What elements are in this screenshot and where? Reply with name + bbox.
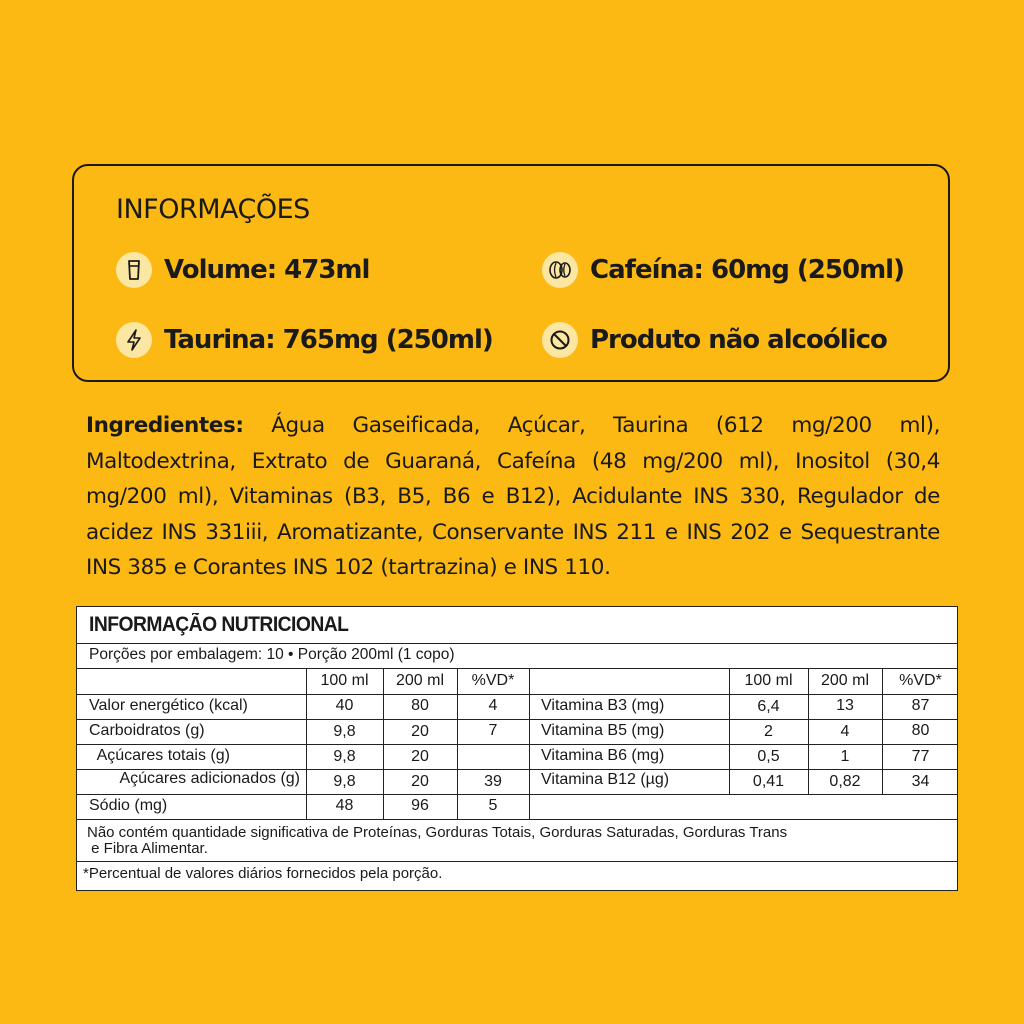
footnote-line: Não contém quantidade significativa de Proteínas, Gorduras Totais, Gorduras Saturadas, Gorduras Trans	[87, 824, 788, 841]
divider	[77, 694, 529, 695]
divider	[77, 861, 957, 862]
info-item-label: Volume: 473ml	[164, 255, 370, 285]
info-title: INFORMAÇÕES	[116, 194, 310, 225]
row-label: Sódio (mg)	[89, 797, 168, 814]
row-label: Carboidratos (g)	[89, 722, 205, 739]
info-item-label: Cafeína: 60mg (250ml)	[590, 255, 904, 285]
row-value-vd: 4	[488, 697, 498, 714]
info-item-volume	[116, 252, 369, 288]
row-value-200: 1	[840, 748, 850, 765]
nutrition-title: INFORMAÇÃO NUTRICIONAL	[89, 613, 349, 636]
nutrition-table	[76, 606, 958, 891]
divider	[77, 794, 529, 795]
row-label: Valor energético (kcal)	[89, 697, 248, 714]
row-value-100: 40	[335, 697, 354, 714]
ingredients-label: Ingredientes:	[86, 413, 244, 438]
row-value-200: 13	[836, 697, 854, 714]
row-value-200: 80	[411, 697, 429, 714]
col-header-100ml: 100 ml	[744, 672, 793, 689]
col-header-200ml: 200 ml	[820, 672, 870, 689]
divider	[77, 744, 957, 745]
row-label: Vitamina B3 (mg)	[541, 697, 665, 714]
info-item-taurine	[116, 322, 493, 358]
coffee-bean-icon	[542, 252, 578, 288]
row-value-vd: 77	[911, 748, 930, 765]
divider	[529, 668, 530, 819]
row-label: Açúcares totais (g)	[93, 747, 230, 764]
row-value-100: 9,8	[333, 773, 356, 790]
lightning-icon	[116, 322, 152, 358]
footnote-not-significant	[87, 825, 787, 857]
row-value-vd: 39	[484, 773, 502, 790]
info-item-caffeine	[542, 252, 904, 288]
row-value-100: 9,8	[333, 748, 356, 765]
row-value-200: 0,82	[829, 773, 861, 790]
row-label: Vitamina B6 (mg)	[541, 747, 665, 764]
no-alcohol-icon	[542, 322, 578, 358]
portions-text: Porções por embalagem: 10 • Porção 200ml (1 copo)	[89, 646, 455, 663]
footnote-vd: *Percentual de valores diários fornecidos pela porção.	[83, 865, 443, 882]
divider	[529, 694, 957, 695]
row-label: Açúcares adicionados (g)	[107, 770, 300, 787]
col-header-100ml: 100 ml	[320, 672, 369, 689]
row-value-100: 0,5	[757, 748, 780, 765]
row-value-200: 20	[411, 723, 429, 740]
info-item-non-alcoholic	[542, 322, 887, 358]
divider	[77, 643, 957, 644]
info-item-label: Produto não alcoólico	[590, 325, 887, 355]
col-header-200ml: 200 ml	[395, 672, 445, 689]
row-value-200: 96	[411, 797, 429, 814]
row-value-200: 4	[840, 723, 850, 740]
ingredients-text: Água Gaseificada, Açúcar, Taurina (612 mg/200 ml), Maltodextrina, Extrato de Guaraná, Cafeína (48 mg/200 ml), Inositol (30,4 mg/200 ml), Vitaminas (B3, B5, B6 e B12), Acidulante INS 330, Regulador de acidez INS 331iii, Aromatizante, Conservante INS 211 e INS 202 e Sequestrante INS 385 e Corantes INS 102 (tartrazina) e INS 110.	[86, 413, 941, 580]
row-value-100: 6,4	[757, 698, 780, 715]
col-header-vd: %VD*	[899, 672, 942, 689]
divider	[77, 819, 957, 820]
cup-icon	[116, 252, 152, 288]
divider	[529, 794, 957, 795]
ingredients-paragraph	[86, 408, 940, 586]
divider	[77, 719, 957, 720]
row-value-100: 0,41	[752, 773, 785, 790]
info-card	[72, 164, 950, 382]
col-header-vd: %VD*	[471, 672, 515, 689]
row-value-vd: 34	[911, 773, 930, 790]
row-value-vd: 87	[911, 697, 930, 714]
row-value-200: 20	[411, 773, 429, 790]
row-value-100: 9,8	[333, 723, 356, 740]
row-value-100: 48	[335, 797, 354, 814]
row-value-100: 2	[764, 723, 773, 740]
divider	[77, 668, 957, 669]
row-value-vd: 5	[488, 797, 498, 814]
info-item-label: Taurina: 765mg (250ml)	[164, 325, 493, 355]
row-value-vd: 80	[911, 722, 930, 739]
footnote-line: e Fibra Alimentar.	[87, 840, 208, 857]
row-value-200: 20	[411, 748, 429, 765]
row-value-vd: 7	[488, 722, 498, 739]
row-label: Vitamina B5 (mg)	[541, 722, 665, 739]
row-label: Vitamina B12 (µg)	[541, 771, 670, 788]
